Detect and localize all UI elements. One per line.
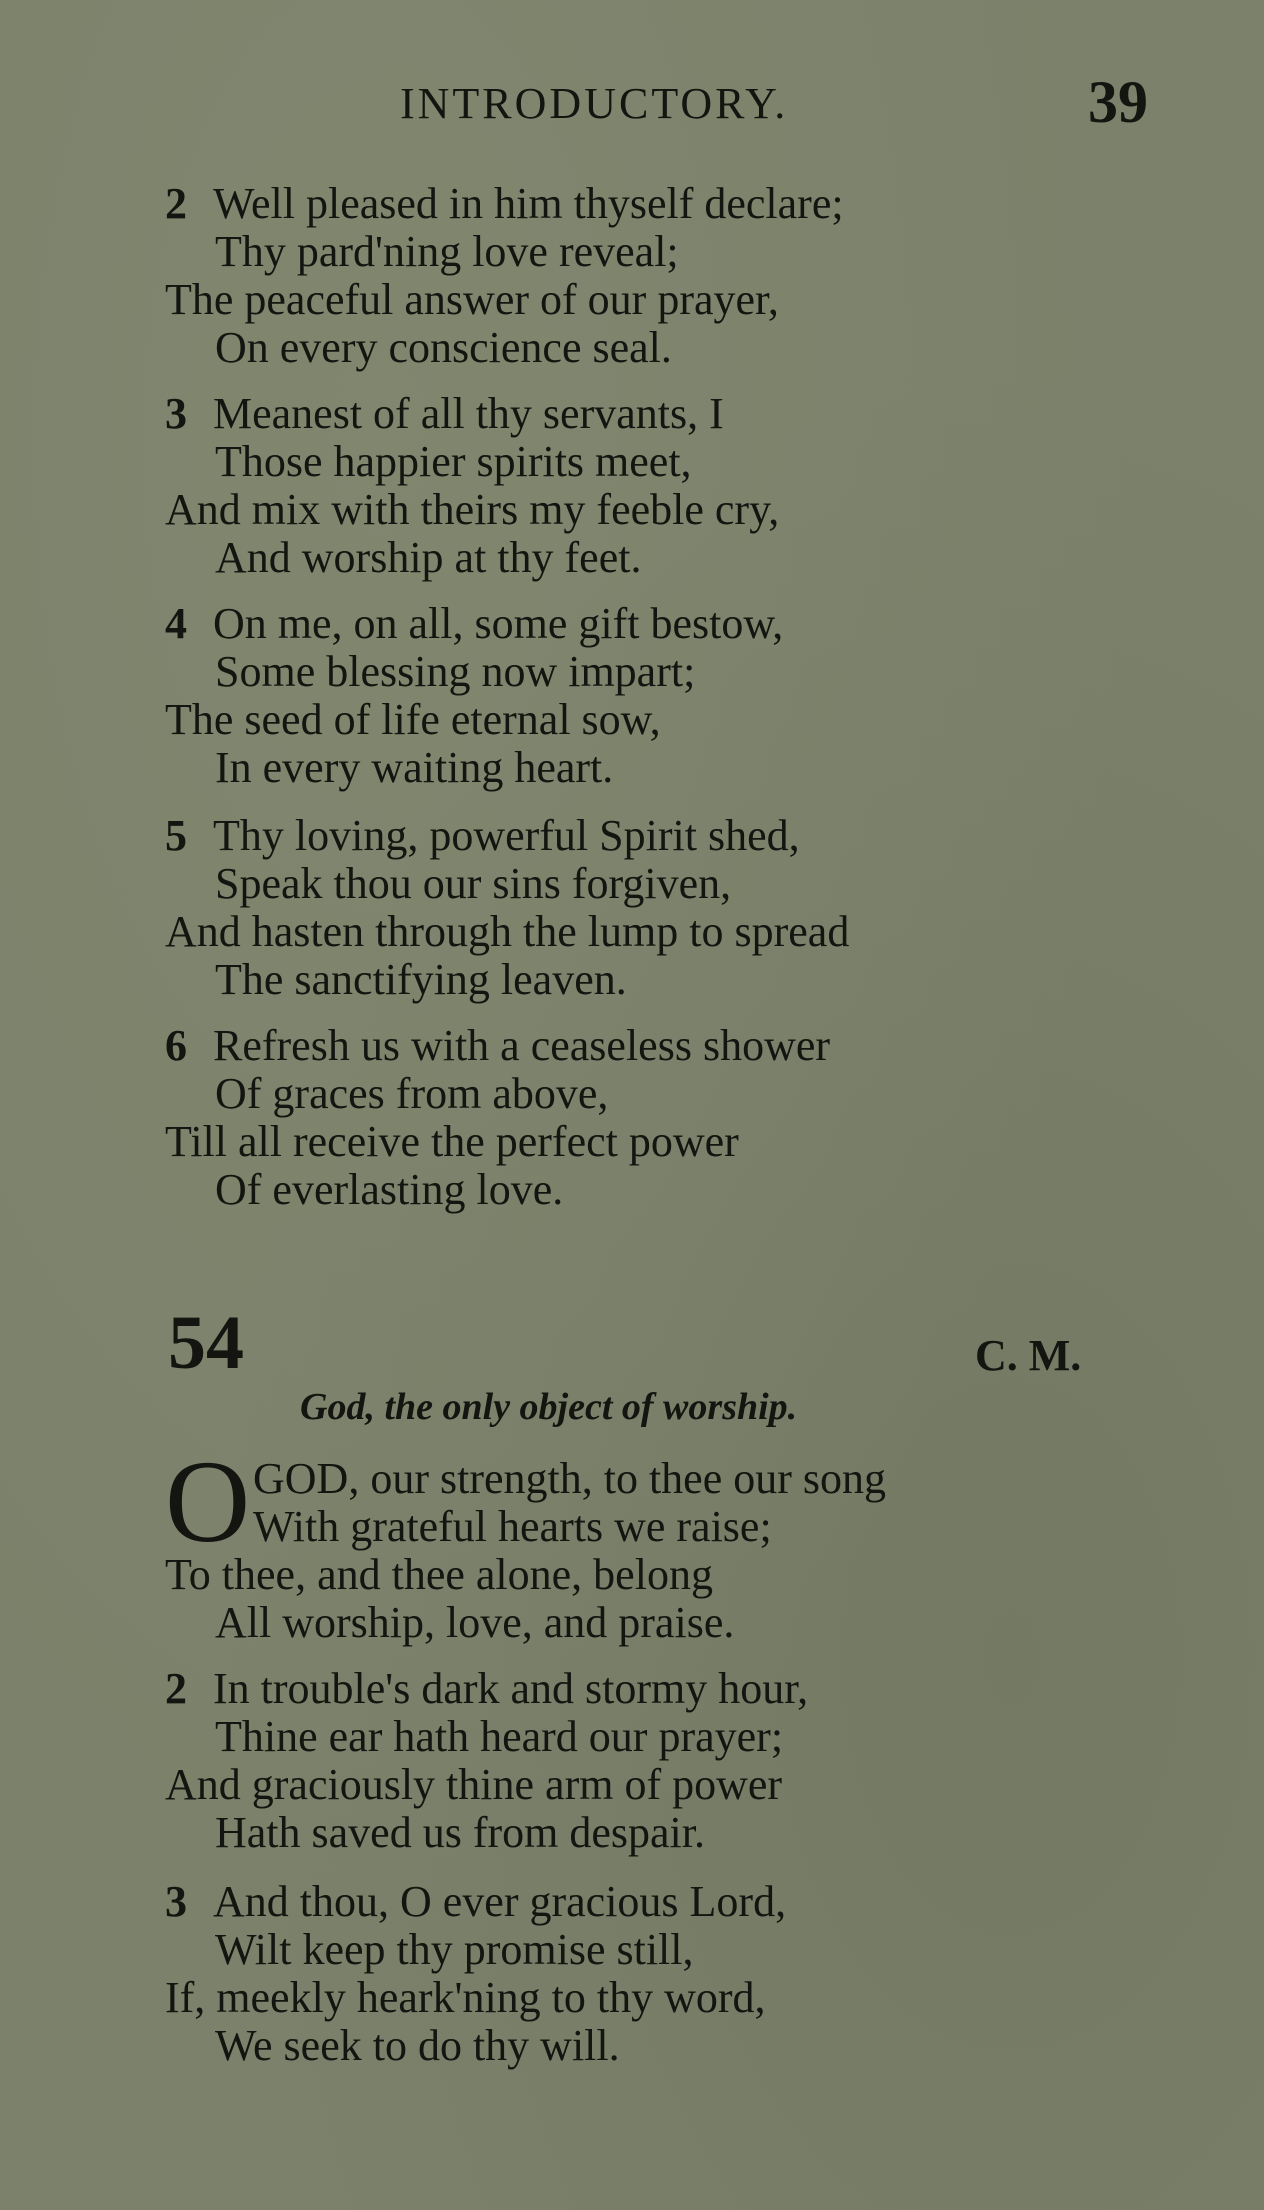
- verse-number: 3: [165, 1877, 187, 1926]
- verse-line: And graciously thine arm of power: [165, 1760, 783, 1809]
- verse-line: 6 Refresh us with a ceaseless shower: [165, 1021, 831, 1070]
- verse-number: 6: [165, 1021, 187, 1070]
- hymn54-stanza-1: [165, 1455, 1165, 1647]
- verse-number: 3: [165, 389, 187, 438]
- verse-line: Thine ear hath heard our prayer;: [215, 1712, 784, 1761]
- verse-line: If, meekly heark'ning to thy word,: [165, 1973, 766, 2022]
- stanza-3: [165, 390, 1165, 582]
- verse-line: GOD, our strength, to thee our song: [253, 1454, 887, 1503]
- verse-line: Hath saved us from despair.: [215, 1808, 705, 1857]
- verse-line: Of graces from above,: [215, 1069, 609, 1118]
- verse-line: With grateful hearts we raise;: [253, 1502, 772, 1551]
- verse-line: And worship at thy feet.: [215, 533, 642, 582]
- verse-line: 2 Well pleased in him thyself declare;: [165, 179, 844, 228]
- stanza-4: [165, 600, 1165, 792]
- verse-line: On every conscience seal.: [215, 323, 672, 372]
- verse-line: And hasten through the lump to spread: [165, 907, 850, 956]
- verse-number: 4: [165, 599, 187, 648]
- stanza-6: [165, 1022, 1165, 1214]
- verse-line: Those happier spirits meet,: [215, 437, 692, 486]
- hymn54-stanza-2: [165, 1665, 1165, 1857]
- verse-line: Thy pard'ning love reveal;: [215, 227, 679, 276]
- verse-number: 5: [165, 811, 187, 860]
- verse-line: Wilt keep thy promise still,: [215, 1925, 694, 1974]
- verse-line: The peaceful answer of our prayer,: [165, 275, 779, 324]
- verse-line: In every waiting heart.: [215, 743, 614, 792]
- verse-line: 3 And thou, O ever gracious Lord,: [165, 1877, 787, 1926]
- verse-line: Till all receive the perfect power: [165, 1117, 739, 1166]
- hymn-subtitle: God, the only object of worship.: [300, 1386, 798, 1428]
- verse-line: All worship, love, and praise.: [215, 1598, 735, 1647]
- page-number: 39: [1088, 69, 1148, 135]
- verse-line: Some blessing now impart;: [215, 647, 696, 696]
- verse-line: We seek to do thy will.: [215, 2021, 620, 2070]
- stanza-5: [165, 812, 1165, 1004]
- verse-line: The sanctifying leaven.: [215, 955, 627, 1004]
- verse-line: The seed of life eternal sow,: [165, 695, 661, 744]
- hymn-meter: C. M.: [975, 1331, 1082, 1380]
- stanza-2: [165, 180, 1165, 372]
- verse-line: Of everlasting love.: [215, 1165, 564, 1214]
- verse-line: To thee, and thee alone, belong: [165, 1550, 713, 1599]
- running-head: INTRODUCTORY.: [400, 79, 789, 128]
- verse-number: 2: [165, 179, 187, 228]
- drop-cap: O: [165, 1436, 251, 1567]
- hymn-number: 54: [168, 1301, 244, 1385]
- verse-line: 4 On me, on all, some gift bestow,: [165, 599, 784, 648]
- verse-line: 2 In trouble's dark and stormy hour,: [165, 1664, 809, 1713]
- hymn54-stanza-3: [165, 1878, 1165, 2070]
- verse-line: And mix with theirs my feeble cry,: [165, 485, 780, 534]
- verse-line: Speak thou our sins forgiven,: [215, 859, 732, 908]
- verse-line: 5 Thy loving, powerful Spirit shed,: [165, 811, 800, 860]
- verse-line: 3 Meanest of all thy servants, I: [165, 389, 724, 438]
- verse-number: 2: [165, 1664, 187, 1713]
